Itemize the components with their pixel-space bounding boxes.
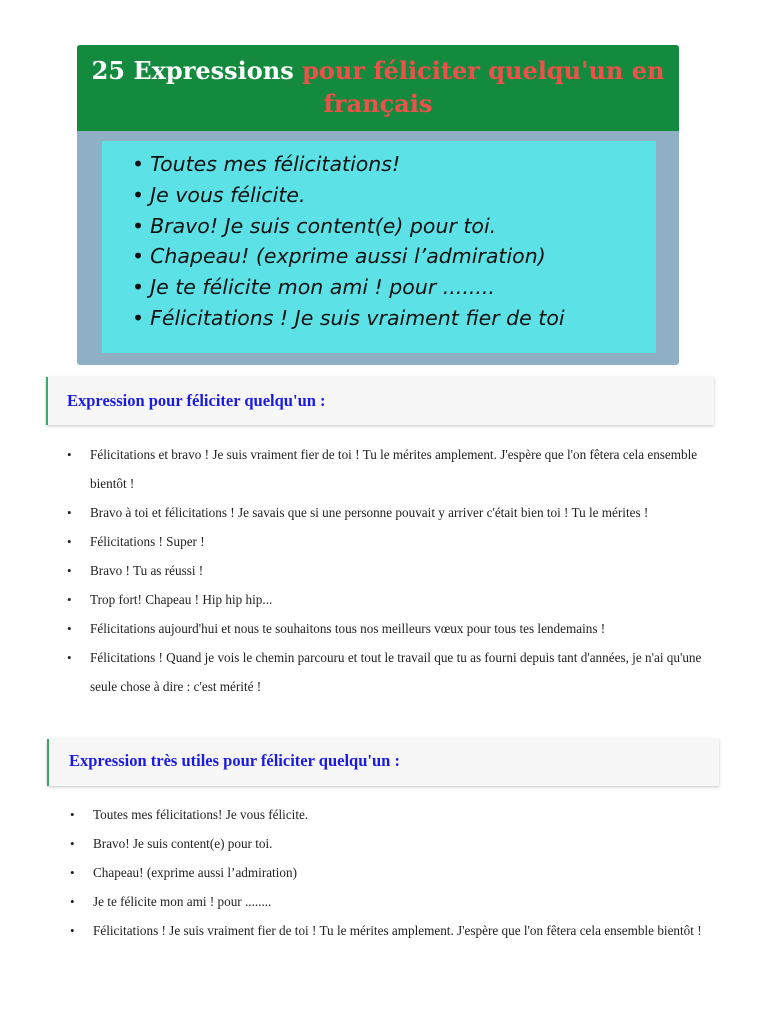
bullet-icon: • xyxy=(132,305,145,330)
banner-item: • Chapeau! (exprime aussi l’admiration) xyxy=(132,244,546,269)
list-item: • Bravo! Je suis content(e) pour toi. xyxy=(67,829,707,858)
title-banner-image xyxy=(77,45,679,365)
list-item: • Félicitations ! Quand je vois le chemin parcouru et tout le travail que tu as fourni depuis tant d'années, je n'ai qu'une seule chose à dire : c'est mérité ! xyxy=(64,643,724,701)
bullet-icon: • xyxy=(132,213,145,238)
list-item: • Félicitations ! Super ! xyxy=(64,527,724,556)
section2-heading: Expression très utiles pour féliciter quelqu'un : xyxy=(69,751,400,770)
section1-heading: Expression pour féliciter quelqu'un : xyxy=(67,391,326,410)
list-item: • Bravo ! Tu as réussi ! xyxy=(64,556,724,585)
list-item: • Félicitations et bravo ! Je suis vraiment fier de toi ! Tu le mérites amplement. J'espère que l'on fêtera cela ensemble bientôt ! xyxy=(64,440,724,498)
list-item: • Chapeau! (exprime aussi l’admiration) xyxy=(67,858,707,887)
banner-item: • Je vous félicite. xyxy=(132,182,306,207)
banner-title-black: 25 Expressions xyxy=(91,56,294,85)
bullet-icon: • xyxy=(132,275,145,300)
banner-item: • Toutes mes félicitations! xyxy=(132,152,401,176)
list-item: • Félicitations aujourd'hui et nous te souhaitons tous nos meilleurs vœux pour tous tes lendemains ! xyxy=(64,614,724,643)
list-item: • Bravo à toi et félicitations ! Je savais que si une personne pouvait y arriver c'était bien toi ! Tu le mérites ! xyxy=(64,498,724,527)
section1-heading-card xyxy=(46,377,714,425)
banner-item: • Bravo! Je suis content(e) pour toi. xyxy=(132,213,497,238)
section2-list xyxy=(67,800,707,945)
banner-item: • Félicitations ! Je suis vraiment fier de toi xyxy=(132,305,565,330)
section2-heading-card xyxy=(47,739,719,786)
list-item: • Toutes mes félicitations! Je vous félicite. xyxy=(67,800,707,829)
banner-title xyxy=(77,45,679,131)
list-item: • Félicitations ! Je suis vraiment fier de toi ! Tu le mérites amplement. J'espère que l'on fêtera cela ensemble bientôt ! xyxy=(67,916,707,945)
banner-item: • Je te félicite mon ami ! pour ........ xyxy=(132,275,495,300)
banner-expressions-box xyxy=(102,141,656,353)
bullet-icon: • xyxy=(132,152,145,176)
bullet-icon: • xyxy=(132,244,145,269)
bullet-icon: • xyxy=(132,182,145,207)
list-item: • Je te félicite mon ami ! pour ........ xyxy=(67,887,707,916)
section1-list xyxy=(64,440,724,701)
banner-title-red: pour féliciter quelqu'un en français xyxy=(302,56,665,118)
list-item: • Trop fort! Chapeau ! Hip hip hip... xyxy=(64,585,724,614)
